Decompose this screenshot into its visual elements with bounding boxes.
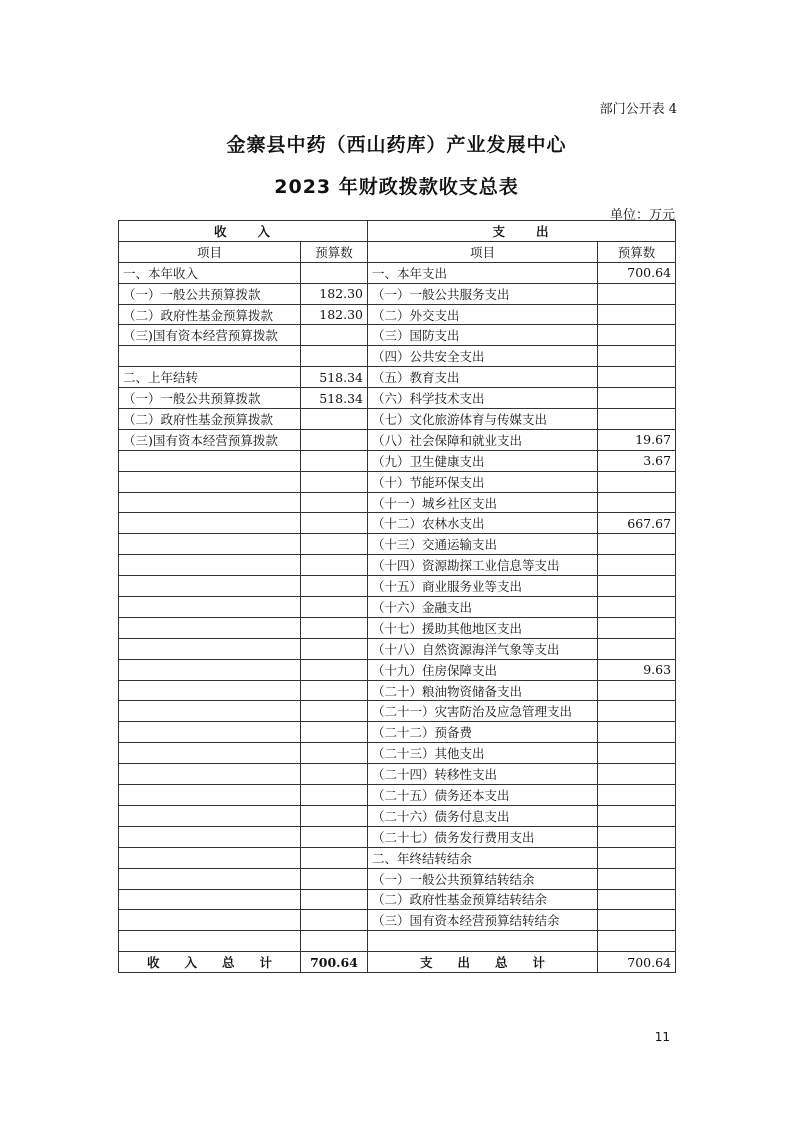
- expense-item-cell: [368, 931, 598, 952]
- expense-item-cell: （二十七）债务发行费用支出: [368, 826, 598, 847]
- income-item-cell: （三)国有资本经营预算拨款: [119, 429, 301, 450]
- income-budget-cell: 182.30: [301, 304, 368, 325]
- expense-budget-cell: [598, 283, 676, 304]
- income-budget-cell: [301, 471, 368, 492]
- expense-budget-cell: [598, 910, 676, 931]
- table-row: [119, 785, 676, 806]
- expense-budget-cell: 667.67: [598, 513, 676, 534]
- expense-budget-cell: [598, 889, 676, 910]
- income-item-cell: [119, 868, 301, 889]
- table-row: [119, 576, 676, 597]
- income-budget-cell: [301, 722, 368, 743]
- table-row: [119, 492, 676, 513]
- expense-item-cell: （二十四）转移性支出: [368, 764, 598, 785]
- expense-budget-cell: [598, 931, 676, 952]
- expense-item-cell: （二）政府性基金预算结转结余: [368, 889, 598, 910]
- income-budget-cell: [301, 492, 368, 513]
- expense-budget-cell: [598, 388, 676, 409]
- expense-budget-cell: [598, 868, 676, 889]
- expense-budget-cell: [598, 701, 676, 722]
- table-row: [119, 325, 676, 346]
- income-budget-cell: [301, 325, 368, 346]
- expense-budget-cell: [598, 534, 676, 555]
- income-item-cell: [119, 680, 301, 701]
- income-item-cell: （一）一般公共预算拨款: [119, 283, 301, 304]
- table-row: [119, 534, 676, 555]
- expense-item-cell: （二十五）债务还本支出: [368, 785, 598, 806]
- income-item-cell: 一、本年收入: [119, 262, 301, 283]
- expense-item-cell: （十六）金融支出: [368, 597, 598, 618]
- income-budget-cell: [301, 262, 368, 283]
- budget-summary-table: [118, 220, 676, 973]
- income-item-cell: [119, 513, 301, 534]
- income-budget-cell: [301, 617, 368, 638]
- table-row: [119, 409, 676, 430]
- expense-budget-cell: [598, 785, 676, 806]
- table-row: [119, 743, 676, 764]
- expense-budget-cell: 19.67: [598, 429, 676, 450]
- income-item-cell: [119, 471, 301, 492]
- income-budget-cell: 518.34: [301, 367, 368, 388]
- expense-budget-cell: 700.64: [598, 262, 676, 283]
- expense-budget-cell: [598, 346, 676, 367]
- income-item-cell: （二）政府性基金预算拨款: [119, 304, 301, 325]
- income-item-cell: [119, 534, 301, 555]
- income-budget-cell: [301, 868, 368, 889]
- unit-label: 单位：万元: [609, 208, 675, 223]
- expense-item-cell: （十五）商业服务业等支出: [368, 576, 598, 597]
- total-row: [119, 952, 676, 973]
- income-budget-cell: [301, 659, 368, 680]
- income-budget-cell: [301, 409, 368, 430]
- table-number-label: 部门公开表 4: [599, 102, 677, 117]
- income-budget-cell: [301, 680, 368, 701]
- expense-item-cell: （十一）城乡社区支出: [368, 492, 598, 513]
- income-budget-cell: [301, 764, 368, 785]
- expense-budget-cell: 3.67: [598, 450, 676, 471]
- income-budget-cell: [301, 429, 368, 450]
- table-row: [119, 868, 676, 889]
- income-budget-cell: [301, 555, 368, 576]
- income-item-cell: [119, 931, 301, 952]
- income-total-value: 700.64: [301, 952, 368, 973]
- table-body: [119, 221, 676, 973]
- expense-item-cell: （六）科学技术支出: [368, 388, 598, 409]
- expense-item-cell: （二十一）灾害防治及应急管理支出: [368, 701, 598, 722]
- expense-item-cell: （三）国防支出: [368, 325, 598, 346]
- expense-budget-cell: [598, 638, 676, 659]
- expense-budget-cell: [598, 826, 676, 847]
- expense-item-cell: （二）外交支出: [368, 304, 598, 325]
- expense-total-value: 700.64: [598, 952, 676, 973]
- expense-item-cell: （一）一般公共预算结转结余: [368, 868, 598, 889]
- expense-budget-cell: [598, 722, 676, 743]
- table-row: [119, 659, 676, 680]
- expense-item-cell: （十）节能环保支出: [368, 471, 598, 492]
- expense-budget-cell: [598, 617, 676, 638]
- expense-item-cell: （一）一般公共服务支出: [368, 283, 598, 304]
- income-budget-header: 预算数: [301, 241, 368, 262]
- income-budget-cell: [301, 931, 368, 952]
- table-row: [119, 805, 676, 826]
- table-row: [119, 262, 676, 283]
- expense-budget-cell: [598, 471, 676, 492]
- expense-item-cell: （四）公共安全支出: [368, 346, 598, 367]
- expense-item-cell: （七）文化旅游体育与传媒支出: [368, 409, 598, 430]
- table-row: [119, 471, 676, 492]
- income-total-label: 收 入 总 计: [119, 952, 301, 973]
- table-row: [119, 429, 676, 450]
- income-item-cell: [119, 576, 301, 597]
- expense-item-cell: （十七）援助其他地区支出: [368, 617, 598, 638]
- income-item-cell: [119, 826, 301, 847]
- expense-item-cell: （三）国有资本经营预算结转结余: [368, 910, 598, 931]
- income-item-cell: [119, 722, 301, 743]
- table-row: [119, 764, 676, 785]
- income-item-cell: （二）政府性基金预算拨款: [119, 409, 301, 430]
- income-item-header: 项目: [119, 241, 301, 262]
- expense-budget-cell: [598, 555, 676, 576]
- expense-budget-cell: [598, 743, 676, 764]
- income-item-cell: [119, 492, 301, 513]
- income-item-cell: （一）一般公共预算拨款: [119, 388, 301, 409]
- table-row: [119, 910, 676, 931]
- expense-section-header: 支 出: [368, 221, 676, 242]
- expense-item-cell: （十八）自然资源海洋气象等支出: [368, 638, 598, 659]
- expense-budget-cell: [598, 492, 676, 513]
- income-budget-cell: [301, 513, 368, 534]
- income-budget-cell: [301, 346, 368, 367]
- income-budget-cell: [301, 576, 368, 597]
- expense-item-cell: （二十二）预备费: [368, 722, 598, 743]
- income-item-cell: [119, 597, 301, 618]
- income-budget-cell: [301, 826, 368, 847]
- income-item-cell: [119, 638, 301, 659]
- expense-item-cell: （五）教育支出: [368, 367, 598, 388]
- income-item-cell: [119, 346, 301, 367]
- expense-budget-header: 预算数: [598, 241, 676, 262]
- table-row: [119, 304, 676, 325]
- income-item-cell: [119, 659, 301, 680]
- income-item-cell: [119, 450, 301, 471]
- income-budget-cell: 518.34: [301, 388, 368, 409]
- income-budget-cell: [301, 910, 368, 931]
- expense-budget-cell: 9.63: [598, 659, 676, 680]
- table-row: [119, 283, 676, 304]
- table-row: [119, 450, 676, 471]
- expense-budget-cell: [598, 680, 676, 701]
- table-row: [119, 680, 676, 701]
- income-item-cell: [119, 805, 301, 826]
- income-budget-cell: [301, 847, 368, 868]
- expense-item-header: 项目: [368, 241, 598, 262]
- expense-item-cell: （十九）住房保障支出: [368, 659, 598, 680]
- page-number: 11: [654, 1030, 670, 1044]
- table-row: [119, 931, 676, 952]
- table-row: [119, 826, 676, 847]
- expense-budget-cell: [598, 367, 676, 388]
- income-item-cell: [119, 764, 301, 785]
- income-budget-cell: [301, 785, 368, 806]
- expense-budget-cell: [598, 325, 676, 346]
- expense-item-cell: （十二）农林水支出: [368, 513, 598, 534]
- expense-budget-cell: [598, 805, 676, 826]
- table-row: [119, 617, 676, 638]
- document-title: 金寨县中药（西山药库）产业发展中心: [226, 134, 567, 156]
- table-row: [119, 638, 676, 659]
- column-header-row: [119, 241, 676, 262]
- income-budget-cell: [301, 701, 368, 722]
- table-row: [119, 847, 676, 868]
- expense-budget-cell: [598, 409, 676, 430]
- expense-budget-cell: [598, 576, 676, 597]
- table-row: [119, 367, 676, 388]
- table-row: [119, 346, 676, 367]
- income-item-cell: [119, 910, 301, 931]
- expense-total-label: 支 出 总 计: [368, 952, 598, 973]
- income-item-cell: [119, 847, 301, 868]
- expense-item-cell: （二十三）其他支出: [368, 743, 598, 764]
- income-section-header: 收 入: [119, 221, 368, 242]
- table-row: [119, 513, 676, 534]
- income-budget-cell: [301, 805, 368, 826]
- table-row: [119, 597, 676, 618]
- expense-budget-cell: [598, 597, 676, 618]
- document-subtitle: 2023 年财政拨款收支总表: [274, 176, 519, 198]
- expense-item-cell: 二、年终结转结余: [368, 847, 598, 868]
- expense-item-cell: （十三）交通运输支出: [368, 534, 598, 555]
- expense-item-cell: （二十）粮油物资储备支出: [368, 680, 598, 701]
- table-row: [119, 701, 676, 722]
- table-row: [119, 555, 676, 576]
- income-budget-cell: 182.30: [301, 283, 368, 304]
- income-item-cell: [119, 743, 301, 764]
- income-budget-cell: [301, 889, 368, 910]
- expense-item-cell: （八）社会保障和就业支出: [368, 429, 598, 450]
- income-item-cell: [119, 785, 301, 806]
- expense-item-cell: 一、本年支出: [368, 262, 598, 283]
- expense-budget-cell: [598, 304, 676, 325]
- income-budget-cell: [301, 638, 368, 659]
- section-header-row: [119, 221, 676, 242]
- expense-budget-cell: [598, 847, 676, 868]
- income-budget-cell: [301, 597, 368, 618]
- table-row: [119, 388, 676, 409]
- income-item-cell: [119, 555, 301, 576]
- expense-item-cell: （九）卫生健康支出: [368, 450, 598, 471]
- income-item-cell: [119, 617, 301, 638]
- income-item-cell: [119, 701, 301, 722]
- income-item-cell: 二、上年结转: [119, 367, 301, 388]
- table-row: [119, 722, 676, 743]
- income-item-cell: （三)国有资本经营预算拨款: [119, 325, 301, 346]
- expense-item-cell: （二十六）债务付息支出: [368, 805, 598, 826]
- income-budget-cell: [301, 534, 368, 555]
- income-item-cell: [119, 889, 301, 910]
- expense-item-cell: （十四）资源勘探工业信息等支出: [368, 555, 598, 576]
- income-budget-cell: [301, 743, 368, 764]
- table-row: [119, 889, 676, 910]
- income-budget-cell: [301, 450, 368, 471]
- expense-budget-cell: [598, 764, 676, 785]
